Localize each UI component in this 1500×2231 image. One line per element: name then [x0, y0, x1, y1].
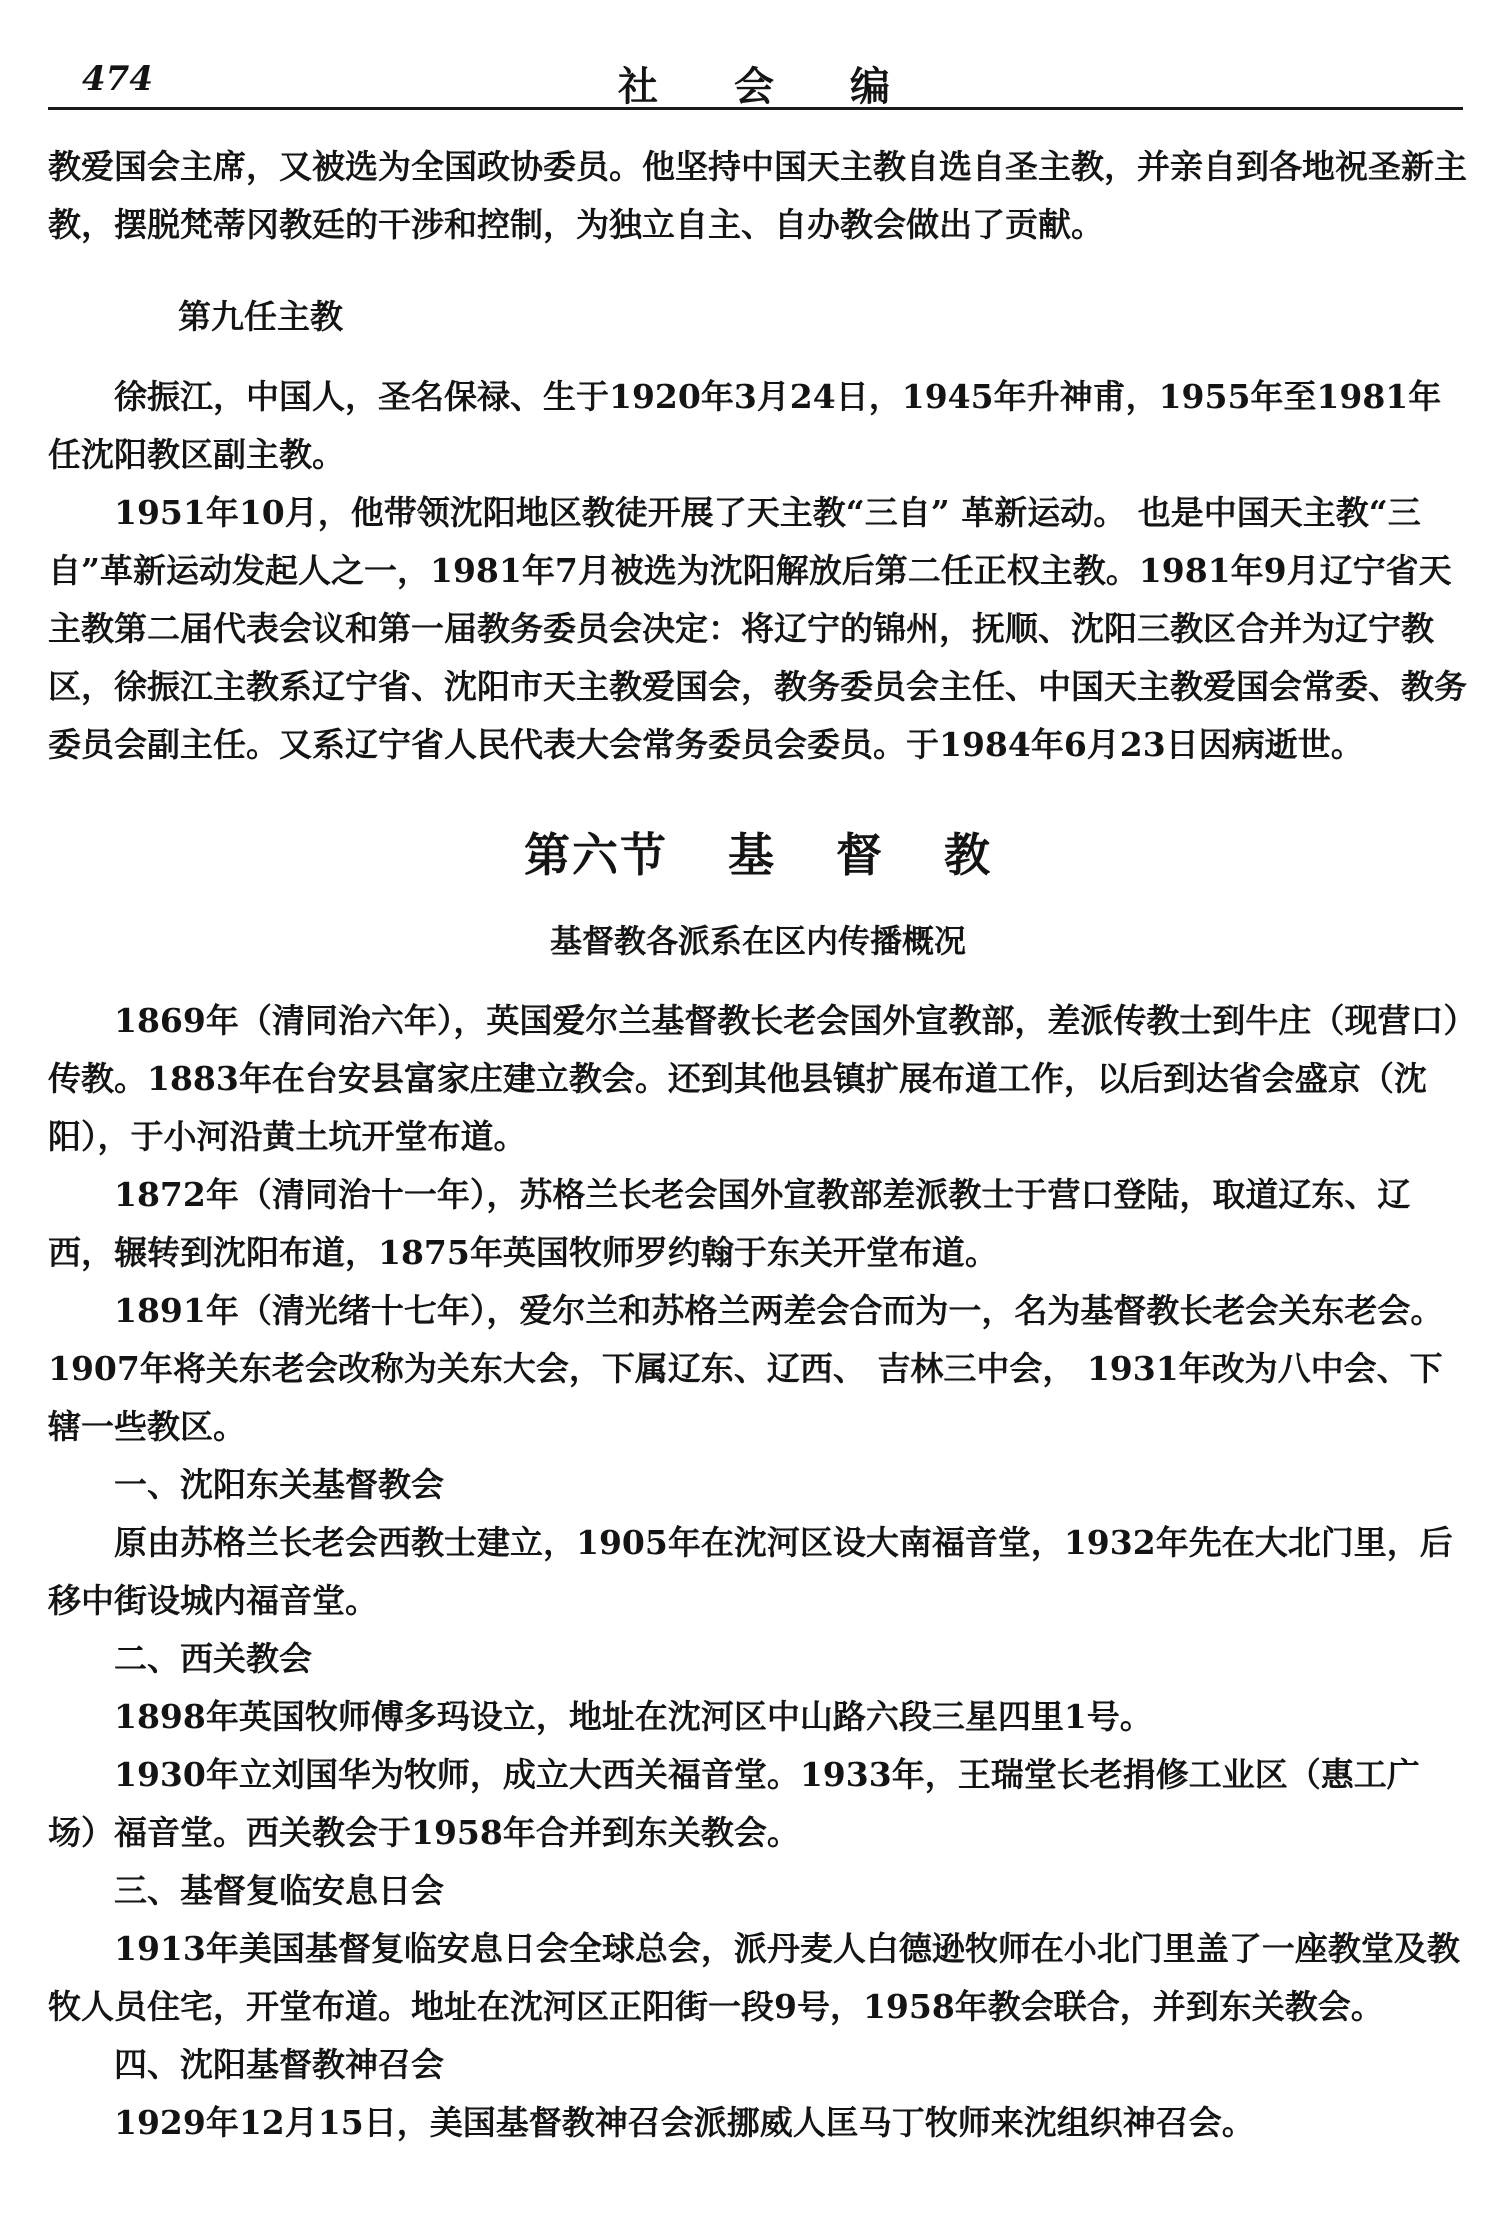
section-title-char-1: 基 [728, 828, 776, 882]
item-3-heading: 三、基督复临安息日会 [114, 1871, 444, 1910]
header-rule [48, 107, 1463, 110]
subheading-ninth-bishop: 第九任主教 [178, 297, 343, 336]
page-header [48, 55, 1463, 110]
bishop-paragraph-1: 徐振江，中国人，圣名保禄、生于1920年3月24日，1945年升神甫，1955年至1981年任沈阳教区副主教。 [48, 377, 1442, 474]
item-2-body-1: 1898年英国牧师傅多玛设立，地址在沈河区中山路六段三星四里1号。 [114, 1697, 1153, 1736]
item-2-body-2: 1930年立刘国华为牧师，成立大西关福音堂。1933年，王瑞堂长老捐修工业区（惠工广场）福音堂。西关教会于1958年合并到东关教会。 [48, 1755, 1420, 1852]
item-1-heading: 一、沈阳东关基督教会 [114, 1465, 444, 1504]
item-4-heading: 四、沈阳基督教神召会 [114, 2045, 444, 2084]
paragraph-1872: 1872年（清同治十一年），苏格兰长老会国外宣教部差派教士于营口登陆，取道辽东、辽西，辗转到沈阳布道，1875年英国牧师罗约翰于东关开堂布道。 [48, 1175, 1411, 1272]
page-number: 474 [82, 59, 153, 99]
bishop-paragraph-2: 1951年10月，他带领沈阳地区教徒开展了天主教“三自” 革新运动。 也是中国天主教“三自”革新运动发起人之一，1981年7月被选为沈阳解放后第二任正权主教。1981年9月辽宁省天主教第二届代表会议和第一届教务委员会决定：将辽宁的锦州，抚顺、沈阳三教区合并为辽宁教区，徐振江主教系辽宁省、沈阳市天主教爱国会，教务委员会主任、中国天主教爱国会常委、教务委员会副主任。又系辽宁省人民代表大会常务委员会委员。于1984年6月23日因病逝世。 [48, 493, 1467, 764]
running-title: 社会编 [618, 63, 966, 110]
section-title [48, 826, 1468, 884]
intro-paragraph: 教爱国会主席，又被选为全国政协委员。他坚持中国天主教自选自圣主教，并亲自到各地祝圣新主教，摆脱梵蒂冈教廷的干涉和控制，为独立自主、自办教会做出了贡献。 [48, 147, 1467, 244]
item-2-heading: 二、西关教会 [114, 1639, 312, 1678]
item-3-body: 1913年美国基督复临安息日会全球总会，派丹麦人白德逊牧师在小北门里盖了一座教堂及教牧人员住宅，开堂布道。地址在沈河区正阳街一段9号，1958年教会联合，并到东关教会。 [48, 1929, 1460, 2026]
paragraph-1869: 1869年（清同治六年），英国爱尔兰基督教长老会国外宣教部，差派传教士到牛庄（现营口）传教。1883年在台安县富家庄建立教会。还到其他县镇扩展布道工作，以后到达省会盛京（沈阳），于小河沿黄土坑开堂布道。 [48, 1001, 1460, 1156]
section-subtitle: 基督教各派系在区内传播概况 [549, 922, 966, 960]
page-body [48, 138, 1468, 2152]
section-title-prefix: 第六节 [524, 828, 668, 882]
item-4-body: 1929年12月15日，美国基督教神召会派挪威人匡马丁牧师来沈组织神召会。 [114, 2103, 1255, 2142]
paragraph-1891: 1891年（清光绪十七年），爱尔兰和苏格兰两差会合而为一，名为基督教长老会关东老会。1907年将关东老会改称为关东大会，下属辽东、辽西、 吉林三中会， 1931年改为八中会、下辖一些教区。 [48, 1291, 1444, 1446]
item-1-body: 原由苏格兰长老会西教士建立，1905年在沈河区设大南福音堂，1932年先在大北门里，后移中街设城内福音堂。 [48, 1523, 1453, 1620]
section-title-char-3: 教 [944, 828, 992, 882]
section-title-char-2: 督 [836, 828, 884, 882]
